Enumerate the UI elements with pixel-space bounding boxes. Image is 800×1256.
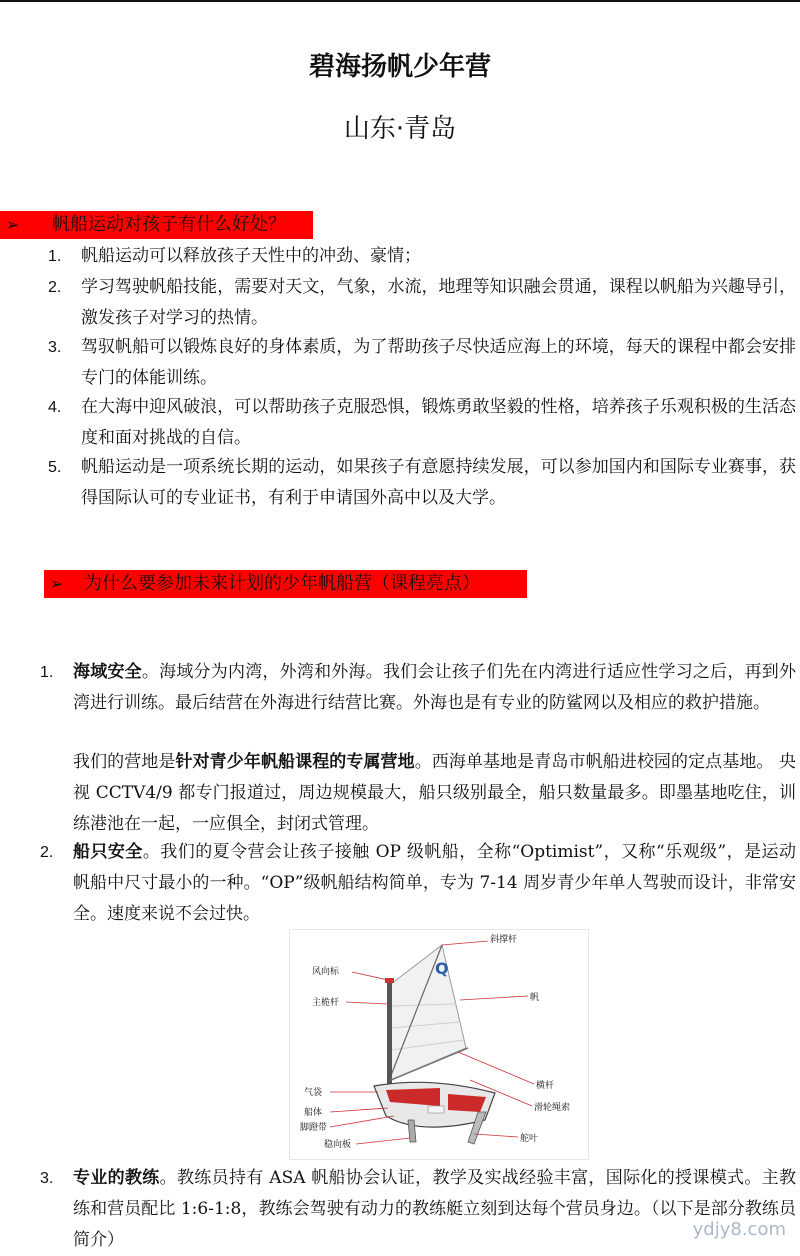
diagram-label: 主桅杆 — [312, 998, 340, 1008]
list-text: 海域安全。海域分为内湾，外湾和外海。我们会让孩子们先在内湾进行适应性学习之后，再到外湾进行训练。最后结营在外海进行结营比赛。外海也是有专业的防鲨网以及相应的救护措施。 — [73, 662, 797, 713]
diagram-label: 船体 — [304, 1108, 323, 1118]
sail-shape — [391, 945, 466, 1080]
list-text: 帆船运动是一项系统长期的运动，如果孩子有意愿持续发展，可以参加国内和国际专业赛事，获得国际认可的专业证书，有利于申请国外高中以及大学。 — [81, 457, 796, 508]
list-text: 驾驭帆船可以锻炼良好的身体素质，为了帮助孩子尽快适应海上的环境，每天的课程中都会安排专门的体能训练。 — [81, 337, 796, 388]
list-number: 1. — [48, 248, 62, 265]
list-text: 帆船运动可以释放孩子天性中的冲劲、豪情； — [81, 246, 421, 266]
op-dinghy-diagram — [289, 929, 589, 1160]
list-text: 学习驾驶帆船技能，需要对天文，气象，水流，地理等知识融会贯通，课程以帆船为兴趣导引，激发孩子对学习的热情。 — [81, 277, 796, 328]
list-text: 船只安全。我们的夏令营会让孩子接触 OP 级帆船，全称“Optimist”，又称“乐观级”，是运动帆船中尺寸最小的一种。“OP”级帆船结构简单，专为 7-14 周岁青少年单人驾驶而设计，非常安全。速度来说不会过快。 — [73, 842, 796, 924]
list-text: 在大海中迎风破浪，可以帮助孩子克服恐惧，锻炼勇敢坚毅的性格，培养孩子乐观积极的生活态度和面对挑战的自信。 — [81, 397, 796, 448]
section-heading-label: 为什么要参加未来计划的少年帆船营（课程亮点） — [84, 573, 480, 594]
list-number: 2. — [40, 844, 54, 861]
diagram-label: 斜撑杆 — [490, 935, 518, 945]
diagram-label: 脚蹬带 — [300, 1123, 328, 1133]
mast-shape — [387, 978, 392, 1096]
diagram-label: 帆 — [530, 993, 540, 1003]
highlight-bold: 针对青少年帆船课程的专属营地 — [175, 752, 415, 772]
section-heading-label: 帆船运动对孩子有什么好处？ — [52, 214, 286, 235]
diagram-label: 稳向板 — [324, 1140, 352, 1150]
list-number: 5. — [48, 459, 62, 476]
sailboat-illustration — [290, 930, 588, 1159]
diagram-label: 滑轮绳索 — [534, 1103, 571, 1113]
page-title: 碧海扬帆少年营 — [308, 52, 491, 82]
highlight-bold: 专业的教练 — [73, 1168, 160, 1188]
list-number: 3. — [48, 339, 62, 356]
diagram-label: 横杆 — [536, 1081, 555, 1091]
list-number: 4. — [48, 399, 62, 416]
diagram-label: 风向标 — [312, 967, 340, 977]
diagram-label: 舵叶 — [520, 1134, 539, 1144]
section-heading-highlights — [44, 570, 527, 598]
highlight-bold: 船只安全 — [73, 842, 143, 862]
highlight-bold: 海域安全 — [73, 662, 142, 682]
list-number: 1. — [40, 664, 54, 681]
watermark: ydjy8.com — [692, 1219, 786, 1240]
page-subtitle: 山东·青岛 — [343, 114, 457, 144]
list-text: 专业的教练。教练员持有 ASA 帆船协会认证，教学及实战经验丰富，国际化的授课模式。主教练和营员配比 1:6-1:8，教练会驾驶有动力的教练艇立刻到达每个营员身边。（以下是部分教练员简介） — [73, 1168, 796, 1250]
arrow-bullet-icon: ➢ — [50, 574, 64, 593]
sail-insignia-icon: Q — [435, 959, 449, 978]
diagram-label: 气袋 — [304, 1088, 323, 1098]
list-number: 2. — [48, 279, 62, 296]
section-heading-benefits — [0, 211, 313, 239]
paragraph-camp: 我们的营地是针对青少年帆船课程的专属营地。西海单基地是青岛市帆船进校园的定点基地。 央视 CCTV4/9 都专门报道过，周边规模最大，船只级别最全，船只数量最多。即墨基地吃住，训练港池在一起，一应俱全，封闭式管理。 — [73, 752, 797, 834]
top-rule — [0, 0, 800, 2]
arrow-bullet-icon: ➢ — [6, 215, 20, 234]
list-number: 3. — [40, 1170, 54, 1187]
